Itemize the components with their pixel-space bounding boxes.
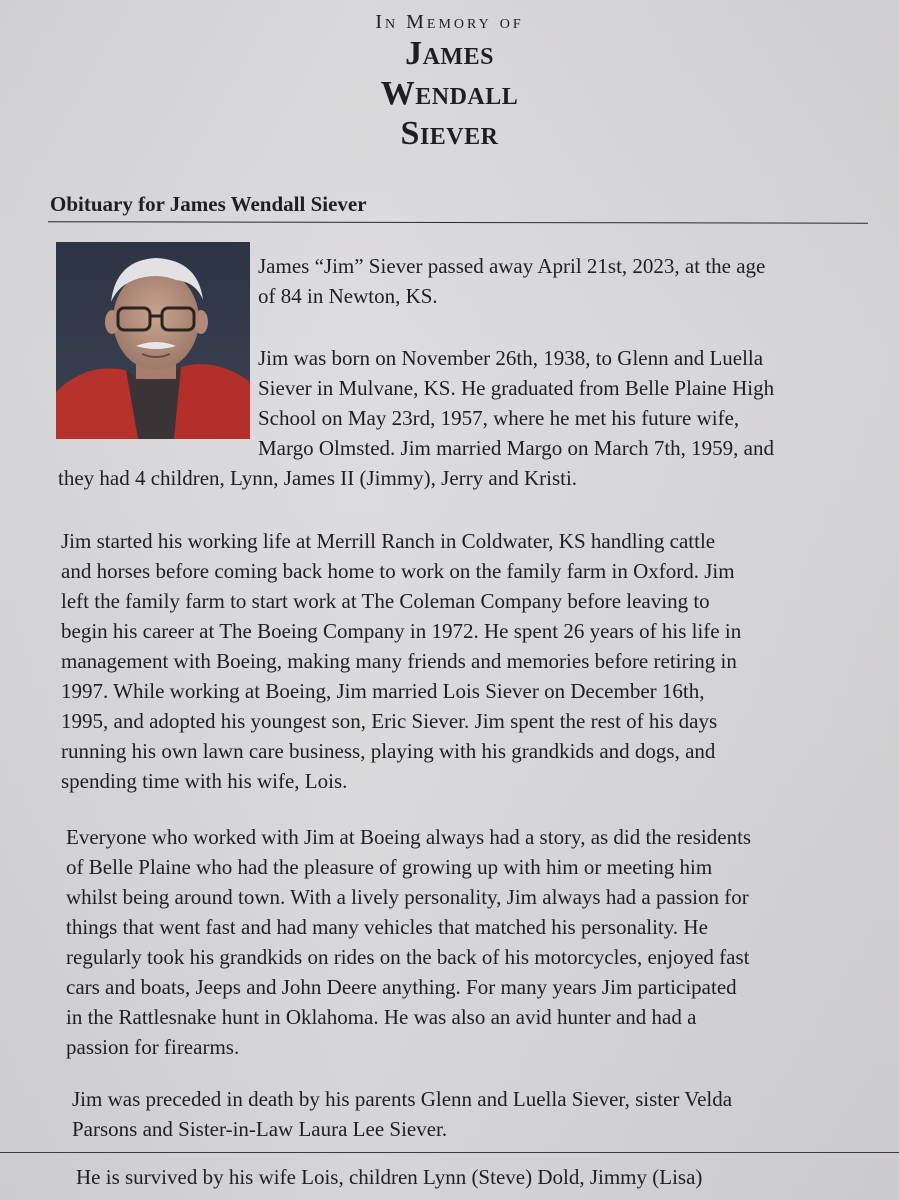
paragraph-line: Jim was born on November 26th, 1938, to Glenn and Luella (258, 346, 764, 370)
paragraph-line: regularly took his grandkids on rides on the back of his motorcycles, enjoyed fast (66, 945, 750, 969)
heading-divider (48, 221, 868, 223)
paragraph-line: of 84 in Newton, KS. (258, 284, 438, 308)
obituary-heading: Obituary for James Wendall Siever (50, 192, 367, 216)
paragraph-line: and horses before coming back home to work on the family farm in Oxford. Jim (61, 559, 735, 583)
paragraph-line: Siever in Mulvane, KS. He graduated from Belle Plaine High (258, 376, 775, 400)
paragraph-line: Everyone who worked with Jim at Boeing always had a story, as did the residents (66, 825, 752, 849)
paragraph-line: running his own lawn care business, playing with his grandkids and dogs, and (61, 739, 716, 763)
paragraph-line: James “Jim” Siever passed away April 21st, 2023, at the age (258, 254, 766, 278)
paragraph-line: passion for firearms. (66, 1035, 240, 1059)
paragraph-line: He is survived by his wife Lois, children Lynn (Steve) Dold, Jimmy (Lisa) (76, 1165, 703, 1189)
obituary-paragraph-3 (61, 526, 741, 796)
name-line-middle: Wendall (380, 75, 519, 112)
paragraph-line: Jim was preceded in death by his parents Glenn and Luella Siever, sister Velda (72, 1087, 733, 1111)
obituary-paragraph-1 (258, 251, 765, 311)
name-line-first: James (405, 35, 494, 72)
paragraph-line: 1995, and adopted his youngest son, Eric Siever. Jim spent the rest of his days (61, 709, 718, 733)
paragraph-line: spending time with his wife, Lois. (61, 769, 348, 793)
paragraph-line: School on May 23rd, 1957, where he met his future wife, (258, 406, 740, 430)
paragraph-line: Jim started his working life at Merrill Ranch in Coldwater, KS handling cattle (61, 529, 716, 553)
obituary-paragraph-6 (76, 1162, 702, 1192)
name-line-last: Siever (400, 115, 499, 152)
paragraph-line: of Belle Plaine who had the pleasure of growing up with him or meeting him (66, 855, 713, 879)
obituary-paragraph-4 (66, 822, 751, 1062)
paragraph-line: left the family farm to start work at The Coleman Company before leaving to (61, 589, 710, 613)
paragraph-line: management with Boeing, making many friends and memories before retiring in (61, 649, 737, 673)
paragraph-line: they had 4 children, Lynn, James II (Jimmy), Jerry and Kristi. (58, 466, 578, 490)
paragraph-line: things that went fast and had many vehicles that matched his personality. He (66, 915, 708, 939)
paragraph-line: begin his career at The Boeing Company in 1972. He spent 26 years of his life in (61, 619, 742, 643)
paragraph-line: Parsons and Sister-in-Law Laura Lee Siever. (72, 1117, 448, 1141)
paragraph-line: 1997. While working at Boeing, Jim married Lois Siever on December 16th, (61, 679, 705, 703)
paragraph-line: Margo Olmsted. Jim married Margo on March 7th, 1959, and (258, 436, 774, 460)
obituary-paragraph-5 (72, 1084, 732, 1144)
portrait-image (56, 242, 250, 439)
paragraph-line: in the Rattlesnake hunt in Oklahoma. He was also an avid hunter and had a (66, 1005, 697, 1029)
in-memory-heading: In Memory of (375, 11, 524, 33)
paragraph-line: whilst being around town. With a lively personality, Jim always had a passion for (66, 885, 749, 909)
obituary-paragraph-2 (58, 343, 775, 493)
memorial-header (0, 8, 899, 154)
portrait-photo (56, 242, 250, 439)
paragraph-line: cars and boats, Jeeps and John Deere anything. For many years Jim participated (66, 975, 737, 999)
page-fold-line (0, 1152, 899, 1153)
